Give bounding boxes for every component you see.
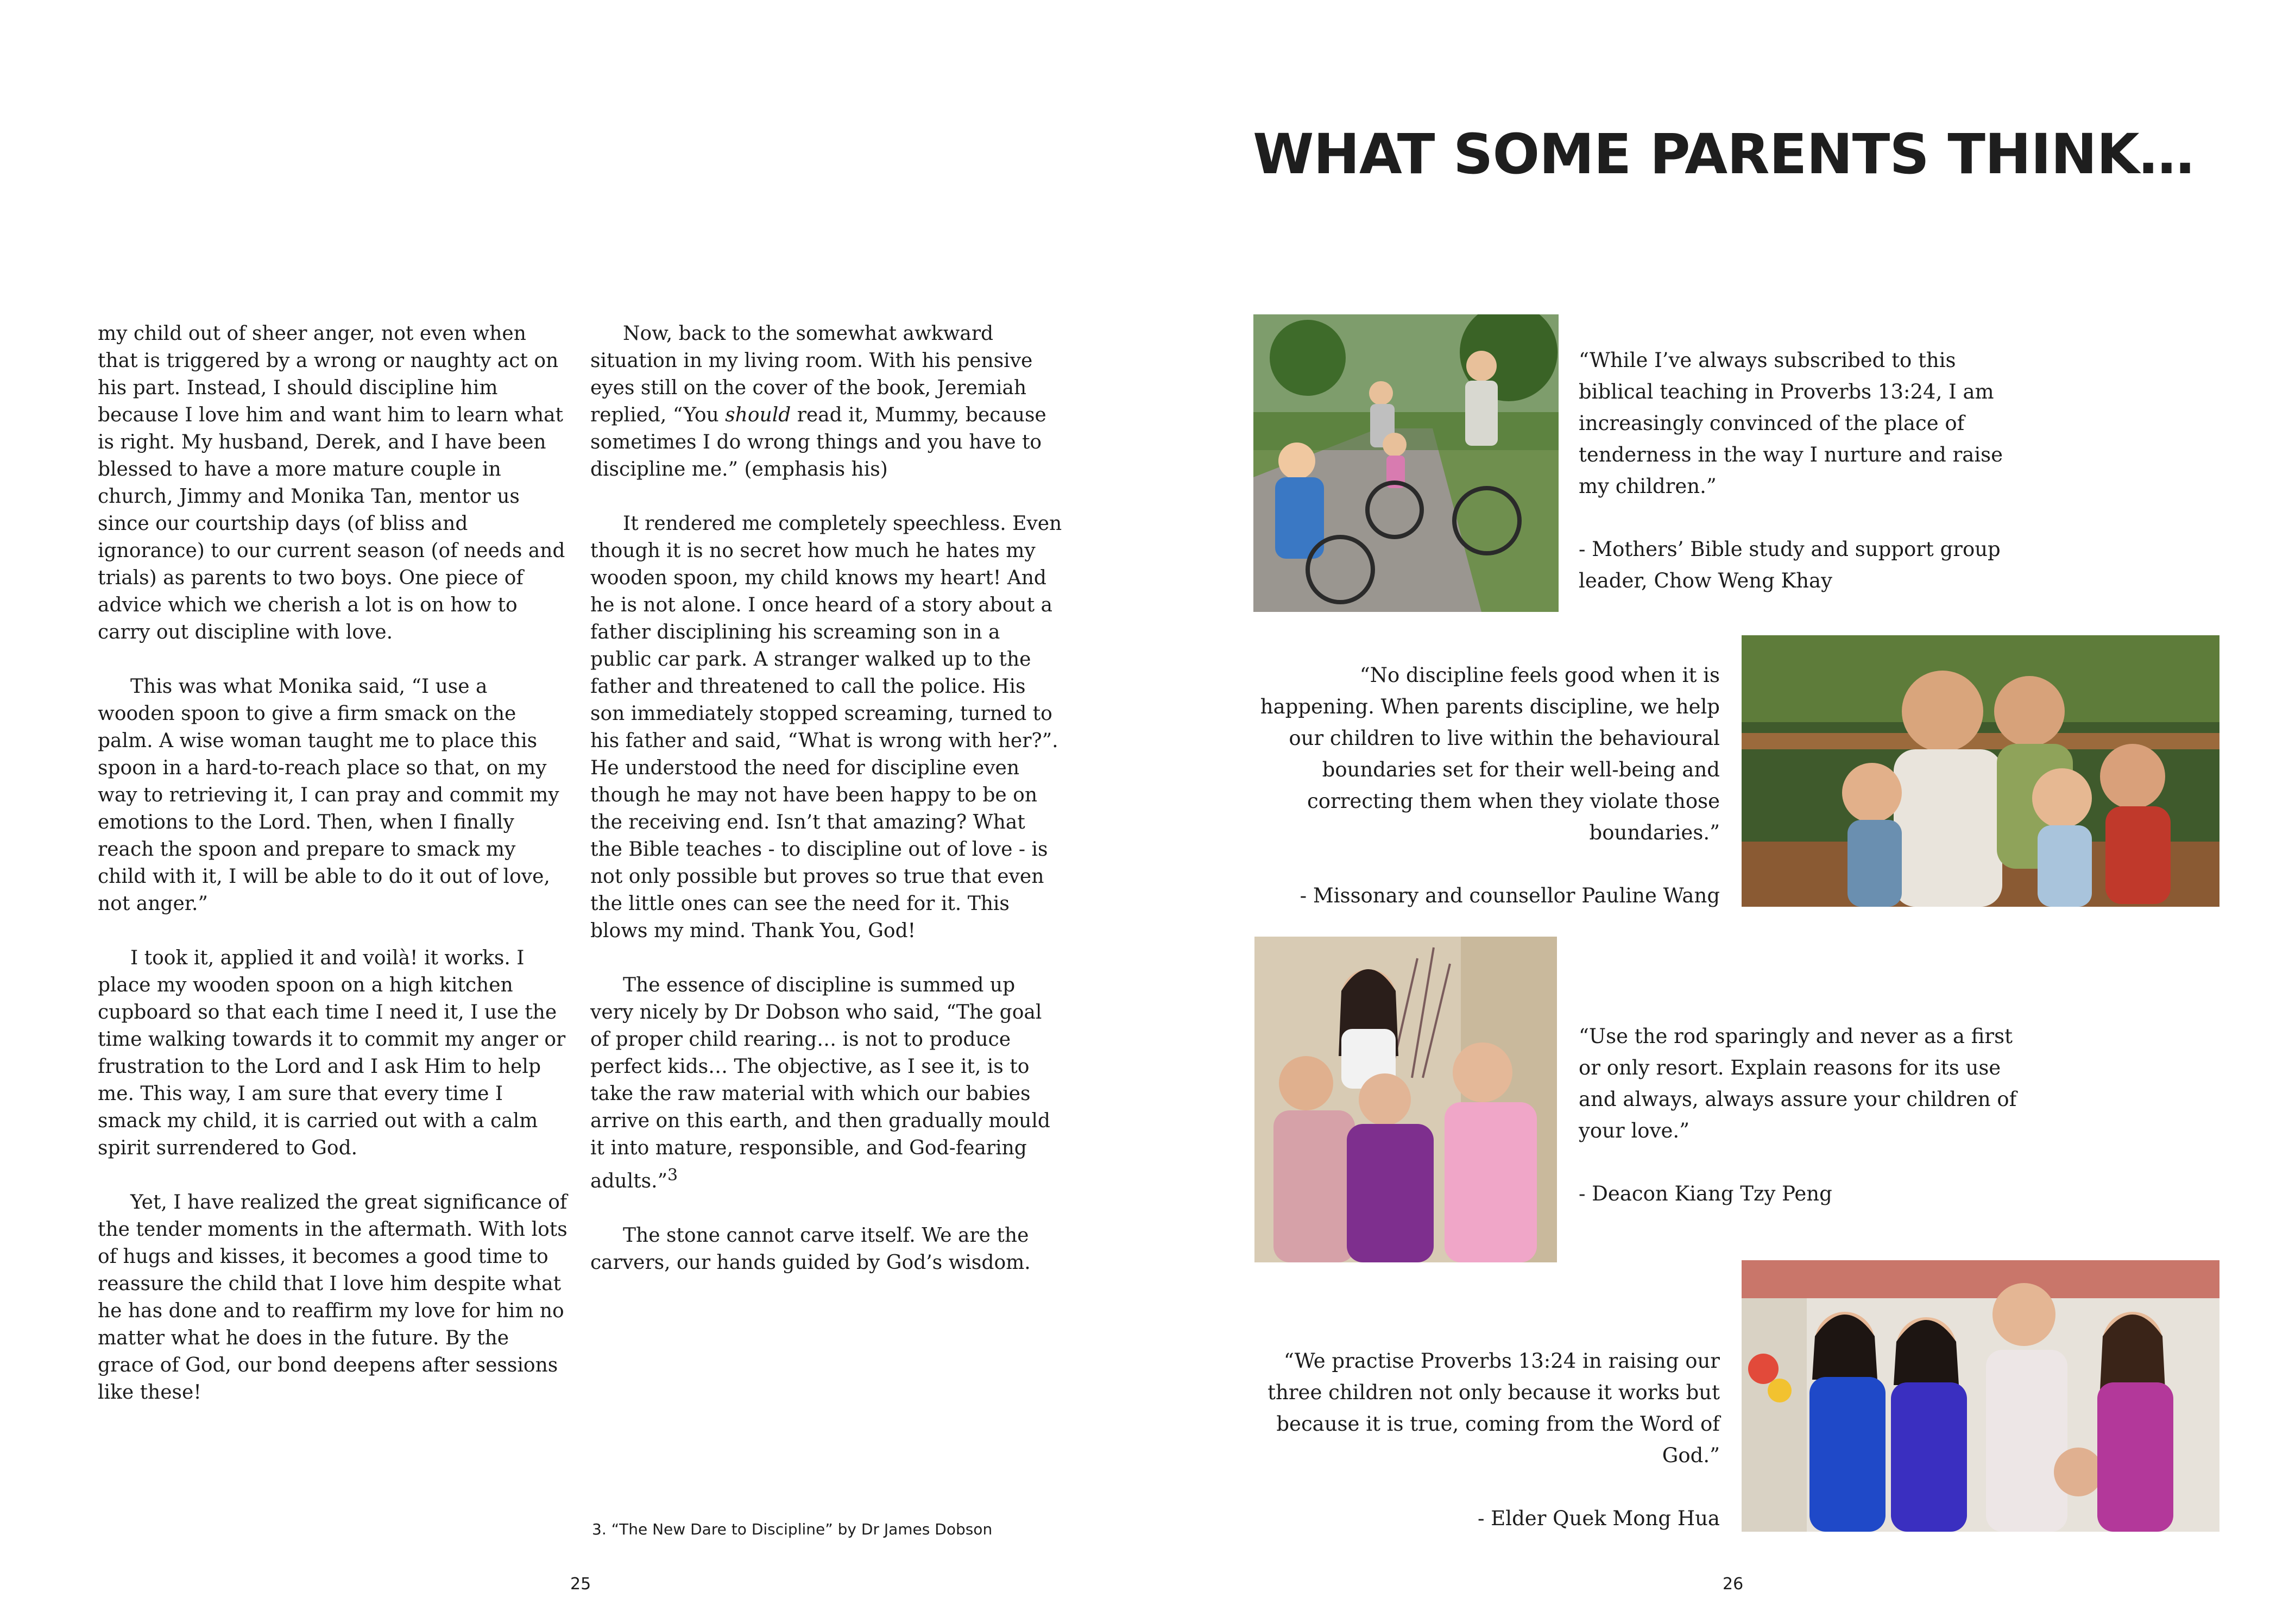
paragraph-text: Now, back to the somewhat awkward situation in my living room. With his pensive eyes still on the cover of the book, Jeremiah replied, “You bbox=[590, 323, 1033, 426]
quote-attribution: - Elder Quek Mong Hua bbox=[1478, 1507, 1720, 1530]
paragraph: Yet, I have realized the great significance of the tender moments in the aftermath. With lots of hugs and kisses, it becomes a good time to reassure the child that I love him despite what he has done and to reaffirm my love for him no matter what he does in the future. By the grace of God, our bond deepens after sessions like these! bbox=[98, 1191, 567, 1404]
paragraph: This was what Monika said, “I use a wooden spoon to give a firm smack on the palm. A wise woman taught me to place this spoon in a hard-to-reach place so that, on my way to retrieving it, I can pray and commit my emotions to the Lord. Then, when I finally reach the spoon and prepare to smack my child with it, I will be able to do it out of love, not anger.” bbox=[98, 675, 559, 915]
quote-block bbox=[1579, 345, 2024, 597]
text-column-middle bbox=[590, 320, 1063, 1304]
family-group-photo bbox=[1742, 1260, 2219, 1532]
emphasis-text: should bbox=[725, 404, 791, 426]
paragraph: my child out of sheer anger, not even when that is triggered by a wrong or naughty act on his part. Instead, I should discipline him because I love him and want him to learn what is right. My husband, Derek, and I have been blessed to have a more mature couple in church, Jimmy and Monika Tan, mentor us since our courtship days (of bliss and ignorance) to our current season (of needs and trials) as parents to two boys. One piece of advice which we cherish a lot is on how to carry out discipline with love. bbox=[98, 323, 565, 643]
paragraph bbox=[590, 972, 1063, 1195]
quote-text: “Use the rod sparingly and never as a first or only resort. Explain reasons for its use and always, always assure your children of your love.” bbox=[1579, 1025, 2017, 1142]
paragraph: I took it, applied it and voilà! it works. I place my wooden spoon on a high kitchen cupboard so that each time I need it, I use the time walking towards it to commit my anger or frustration to the Lord and I ask Him to help me. This way, I am sure that every time I smack my child, it is carried out with a calm spirit surrendered to God. bbox=[98, 947, 566, 1159]
family-indoor-photo bbox=[1254, 937, 1557, 1262]
quote-attribution: - Deacon Kiang Tzy Peng bbox=[1579, 1182, 1832, 1205]
footnote: 3. “The New Dare to Discipline” by Dr James Dobson bbox=[592, 1520, 993, 1538]
quote-block bbox=[1253, 1345, 1720, 1534]
quote-block bbox=[1253, 660, 1720, 912]
quote-block bbox=[1579, 1021, 2024, 1210]
quote-attribution: - Mothers’ Bible study and support group leader, Chow Weng Khay bbox=[1579, 538, 2001, 592]
paragraph-text: read it, Mummy, because sometimes I do wrong things and you have to discipline me.” (emphasis his) bbox=[590, 404, 1046, 481]
family-with-boys-photo bbox=[1742, 635, 2219, 907]
page-title: WHAT SOME PARENTS THINK… bbox=[1253, 122, 2194, 187]
paragraph: The stone cannot carve itself. We are the carvers, our hands guided by God’s wisdom. bbox=[590, 1224, 1031, 1274]
text-column-left bbox=[98, 320, 570, 1433]
quote-text: “No discipline feels good when it is happening. When parents discipline, we help our children to live within the behavioural boundaries set for their well-being and correcting them when they violate those boundaries.” bbox=[1260, 663, 1720, 844]
left-page bbox=[0, 0, 1144, 1624]
paragraph: It rendered me completely speechless. Even though it is no secret how much he hates my wooden spoon, my child knows my heart! And he is not alone. I once heard of a story about a father disciplining his screaming son in a public car park. A stranger walked up to the father and threatened to call the police. His son immediately stopped screaming, turned to his father and said, “What is wrong with her?”. He understood the need for discipline even though he may not have been happy to be on the receiving end. Isn’t that amazing? What the Bible teaches - to discipline out of love - is not only possible but proves so true that even the little ones can see the need for it. This blows my mind. Thank You, God! bbox=[590, 513, 1062, 942]
family-cycling-photo bbox=[1253, 314, 1559, 612]
quote-attribution: - Missonary and counsellor Pauline Wang bbox=[1300, 884, 1720, 907]
quote-text: “We practise Proverbs 13:24 in raising our three children not only because it works but because it is true, coming from the Word of God.” bbox=[1268, 1349, 1720, 1467]
paragraph-text: The essence of discipline is summed up very nicely by Dr Dobson who said, “The goal of proper child rearing… is not to produce perfect kids… The objective, as I see it, is to take the raw material with which our babies arrive on this earth, and then gradually mould it into mature, responsible, and God-fearing adults.” bbox=[590, 974, 1050, 1192]
page-number: 25 bbox=[570, 1575, 591, 1594]
right-page bbox=[1144, 0, 2289, 1624]
quote-text: “While I’ve always subscribed to this biblical teaching in Proverbs 13:24, I am increasingly convinced of the place of tenderness in the way I nurture and raise my children.” bbox=[1579, 349, 2003, 498]
page-number: 26 bbox=[1723, 1575, 1744, 1594]
paragraph bbox=[590, 320, 1063, 483]
footnote-ref: 3 bbox=[667, 1166, 678, 1185]
